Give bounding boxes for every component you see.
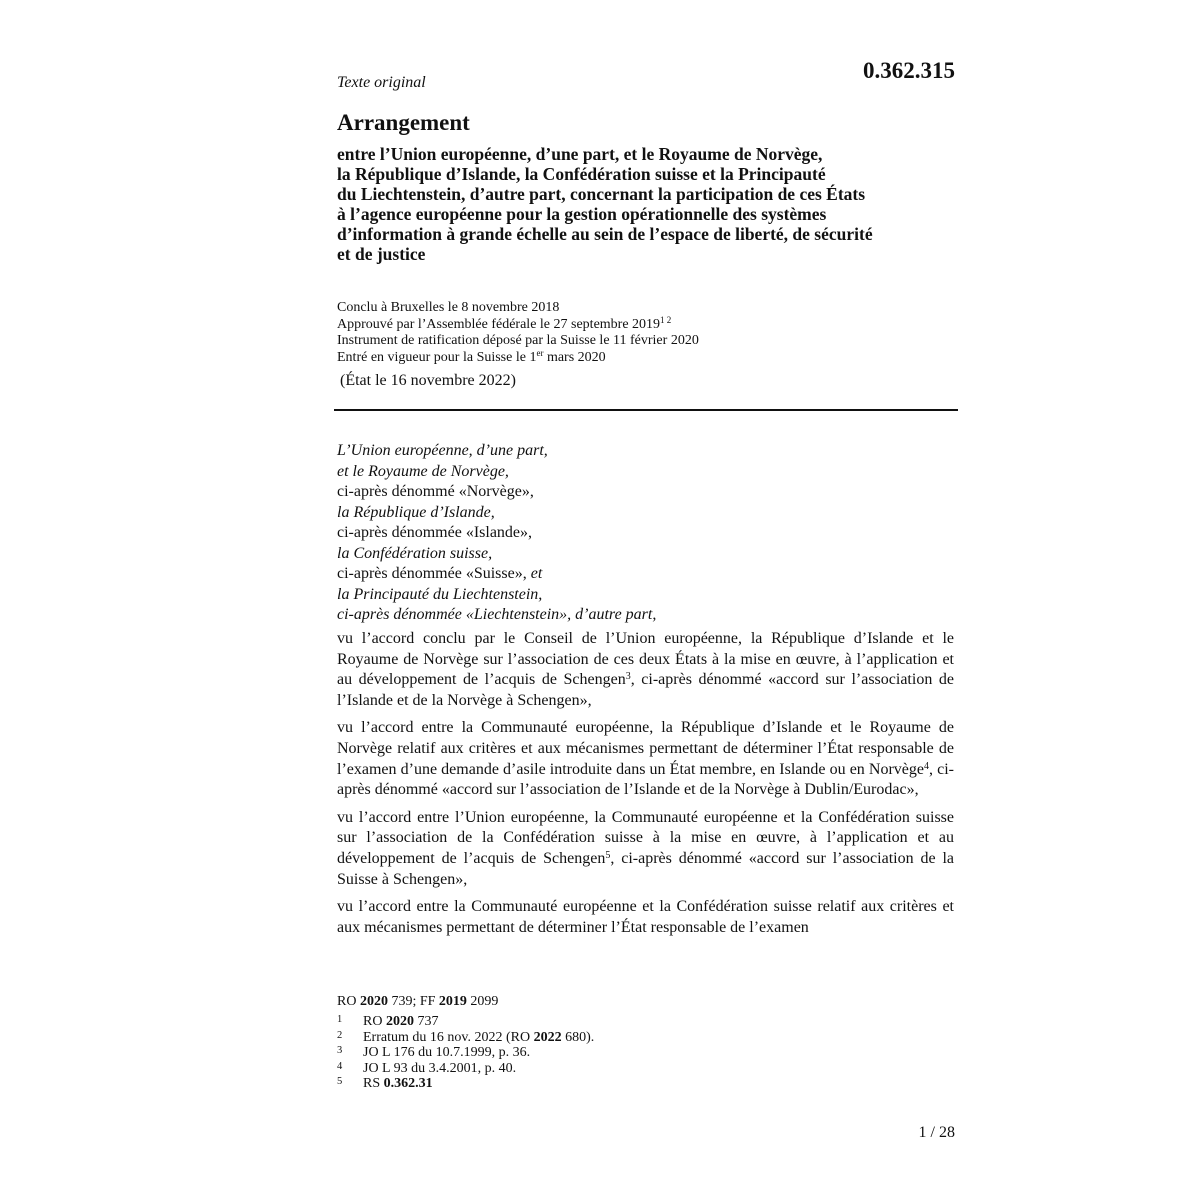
approved-text: Approuvé par l’Assemblée fédérale le 27 septembre 2019 — [337, 316, 661, 332]
footnote-number: 1 — [337, 1014, 343, 1025]
preamble-paragraph — [337, 629, 954, 711]
in-force-date: mars 2020 — [543, 349, 606, 365]
footnote — [337, 1076, 594, 1092]
party-conjunction: et — [526, 565, 543, 582]
paragraph-text: , ci-après dénommé «accord sur l’association de la Suisse à Schengen», — [337, 849, 955, 888]
preamble-paragraph — [337, 808, 954, 890]
approved-line — [337, 314, 699, 334]
paragraph-text: , ci-après dénommé «accord sur l’association de l’Islande et de la Norvège à Dublin/Eurodac», — [337, 760, 955, 799]
footnote-number: 2 — [337, 1029, 343, 1041]
footnote-text: JO L 176 du 10.7.1999, p. 36. — [363, 1045, 531, 1060]
footnote-ref[interactable]: 4 — [924, 760, 930, 772]
paragraph-text: vu l’accord entre la Communauté européenne et la Confédération suisse relatif aux critères et aux mécanismes permettant de déterminer l’État responsable de l’examen — [337, 898, 954, 936]
footnote — [337, 1014, 594, 1030]
party-line: la Principauté du Liechtenstein, — [337, 585, 543, 603]
party-line: ci-après dénommée «Liechtenstein», d’autre part, — [337, 606, 657, 623]
parties-block — [337, 441, 656, 626]
treaty-metadata — [337, 300, 699, 366]
paragraph-text: vu l’accord entre l’Union européenne, la Communauté européenne et la Confédération suisse sur l’association de la Confédération suisse à la mise en œuvre, à l’application et au développement de l’acquis de Schengen — [337, 808, 954, 867]
ref-year: 2019 — [438, 994, 467, 1009]
paragraph-text: , ci-après dénommé «accord sur l’association de l’Islande et de la Norvège à Schengen», — [337, 671, 954, 709]
party-text: ci-après dénommée «Suisse», — [337, 565, 527, 582]
concluded-line: Conclu à Bruxelles le 8 novembre 2018 — [337, 300, 560, 315]
in-force-text: Entré en vigueur pour la Suisse le 1 — [337, 349, 537, 365]
party-line: et le Royaume de Norvège, — [337, 462, 509, 480]
footnote-ref[interactable]: 5 — [605, 849, 611, 861]
in-force-line — [337, 347, 699, 367]
preamble-paragraph — [337, 718, 954, 800]
party-line: la République d’Islande, — [337, 503, 495, 521]
footnote-text: Erratum du 16 nov. 2022 (RO 2022 680). — [363, 1029, 595, 1045]
subtitle-line: et de justice — [337, 244, 426, 264]
footnote-number: 5 — [337, 1076, 343, 1087]
ratification-line: Instrument de ratification déposé par la Suisse le 11 février 2020 — [337, 333, 699, 348]
paragraph-text: vu l’accord entre la Communauté européenne, la République d’Islande et le Royaume de Norvège relatif aux critères et aux mécanismes permettant de déterminer l’État responsable de l’examen d’une demande d’asile introduite dans un État membre, en Islande ou en Norvège — [337, 719, 954, 778]
footnote-text: RS 0.362.31 — [363, 1076, 433, 1091]
document-title: Arrangement — [337, 110, 470, 135]
footnote-ref[interactable]: 3 — [625, 671, 631, 683]
ref-text: 2099 — [466, 994, 499, 1009]
subtitle-line: à l’agence européenne pour la gestion opérationnelle des systèmes — [337, 204, 827, 224]
ref-year: 2020 — [359, 994, 388, 1009]
footnote-number: 4 — [337, 1060, 343, 1072]
party-line: L’Union européenne, d’une part, — [337, 442, 548, 459]
subtitle-line: du Liechtenstein, d’autre part, concernant la participation de ces États — [337, 184, 866, 204]
footnote-text: RO 2020 737 — [363, 1014, 439, 1029]
subtitle-line: d’information à grande échelle au sein de l’espace de liberté, de sécurité — [337, 224, 873, 244]
paragraph-text: vu l’accord conclu par le Conseil de l’Union européenne, la République d’Islande et le Royaume de Norvège sur l’association de ces deux États à la mise en œuvre, à l’application et au développement de l’acquis de Schengen — [337, 630, 954, 689]
party-line — [337, 564, 656, 585]
footnote-number: 3 — [337, 1045, 343, 1056]
page-number: 1 / 28 — [918, 1124, 955, 1141]
footnotes-list — [337, 1014, 594, 1092]
party-line: ci-après dénommé «Norvège», — [337, 483, 534, 500]
sr-number: 0.362.315 — [863, 58, 955, 83]
subtitle-line: entre l’Union européenne, d’une part, et le Royaume de Norvège, — [337, 144, 823, 164]
state-date: (État le 16 novembre 2022) — [340, 372, 516, 389]
original-text-label: Texte original — [337, 74, 426, 91]
footnote — [337, 1061, 594, 1077]
footnote-text: JO L 93 du 3.4.2001, p. 40. — [363, 1060, 517, 1076]
ref-text: RO — [337, 994, 360, 1009]
preamble-paragraph — [337, 897, 954, 938]
party-line: la Confédération suisse, — [337, 544, 493, 562]
official-references — [337, 994, 498, 1010]
footnote — [337, 1030, 594, 1046]
preamble-body — [337, 629, 954, 945]
ref-text: 739; FF — [387, 994, 439, 1009]
footnote — [337, 1045, 594, 1061]
approved-footnote-refs[interactable]: 1 2 — [660, 314, 672, 325]
document-subtitle — [337, 144, 967, 264]
subtitle-line: la République d’Islande, la Confédération suisse et la Principauté — [337, 164, 826, 184]
party-line: ci-après dénommée «Islande», — [337, 524, 533, 541]
header-divider — [334, 409, 958, 411]
ordinal-suffix: er — [536, 347, 544, 358]
